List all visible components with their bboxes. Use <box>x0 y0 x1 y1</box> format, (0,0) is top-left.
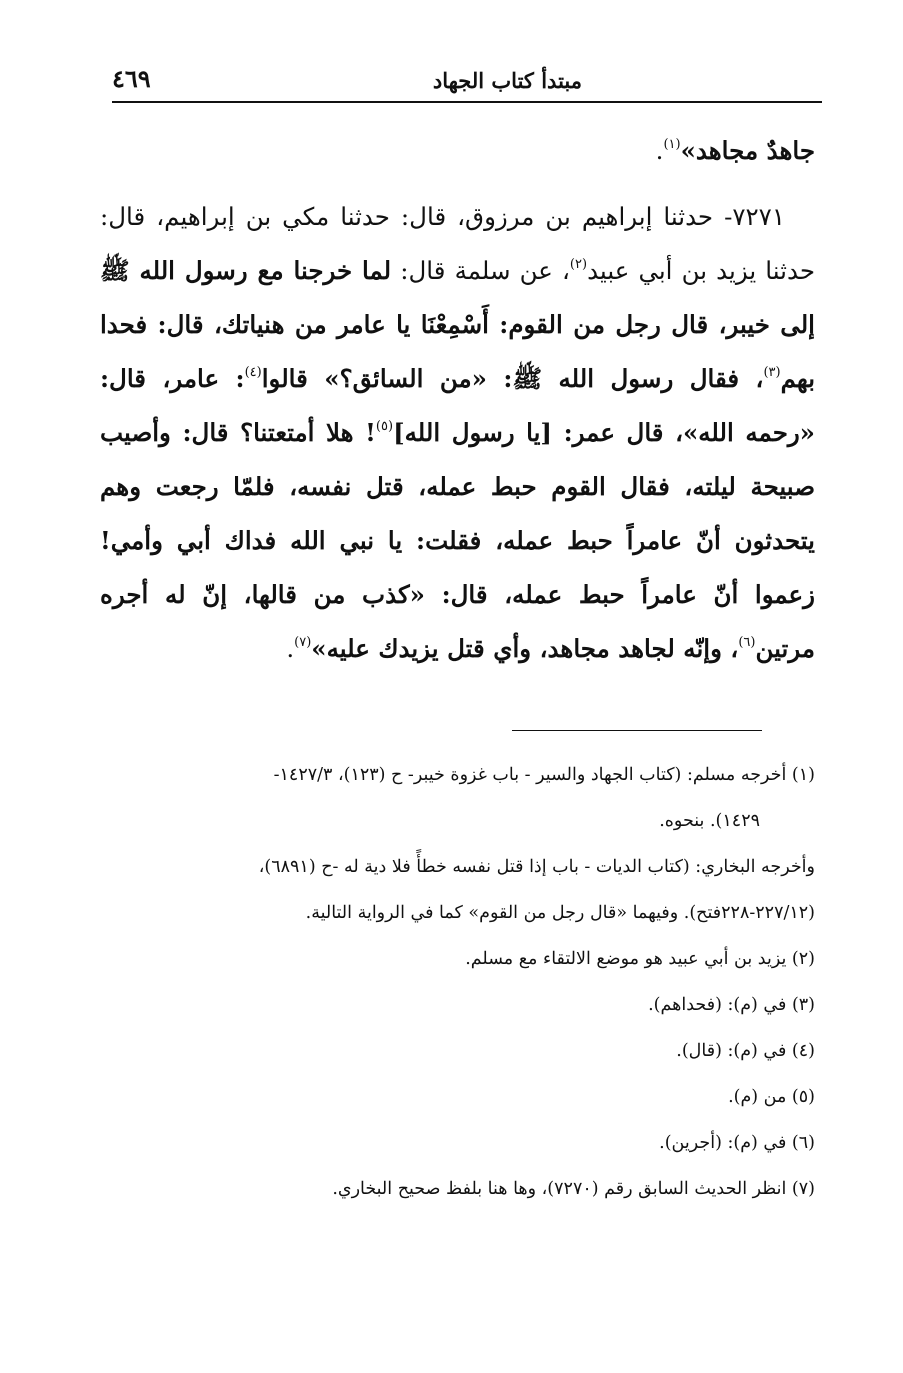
text-run: جاهدٌ مجاهد» <box>680 136 815 165</box>
footnote-ref: (١) <box>663 137 681 152</box>
paragraph-hadith-7271 <box>100 190 815 676</box>
footnote-ref: (٦) <box>738 635 756 650</box>
footnote-1-second-source-continued: (٢٢٧/١٢-٢٢٨فتح). وفيهما «قال رجل من القوم» كما في الرواية التالية. <box>305 903 815 923</box>
footnote-1-continued: ١٤٢٩). بنحوه. <box>659 811 760 831</box>
footnote-4: (٤) في (م): (قال). <box>676 1041 815 1061</box>
matn-text: ، فقال رسول الله ﷺ: «من السائق؟» قالوا <box>261 364 764 393</box>
footnote-ref: (٥) <box>375 419 394 434</box>
isnad-text: ، عن سلمة قال: <box>391 256 570 285</box>
matn-text: : عامر، قال: «رحمه الله»، قال عمر: [يا رسول الله] <box>100 364 815 447</box>
matn-text: لما خرجنا مع رسول الله ﷺ إلى خيبر، قال رجل من القوم: أَسْمِعْنَا يا عامر من هنياتك، قال: فحدا بهم <box>100 256 816 393</box>
page-number: ٤٦٩ <box>112 64 151 93</box>
isnad-text: ٧٢٧١- حدثنا إبراهيم بن مرزوق، قال: حدثنا مكي بن إبراهيم، قال: حدثنا يزيد بن أبي عبيد <box>100 202 815 285</box>
footnote-ref: (٤) <box>244 365 262 380</box>
text-run: . <box>655 136 664 165</box>
header-divider <box>112 101 822 103</box>
footnote-5: (٥) من (م). <box>728 1087 815 1107</box>
footnote-1-second-source: وأخرجه البخاري: (كتاب الديات - باب إذا قتل نفسه خطأً فلا دية له -ح (٦٨٩١)، <box>258 857 815 877</box>
running-header <box>112 60 822 100</box>
footnotes <box>100 752 815 1212</box>
footnote-2: (٢) يزيد بن أبي عبيد هو موضع الالتقاء مع مسلم. <box>465 949 815 969</box>
main-text <box>100 124 815 676</box>
paragraph-1 <box>100 124 815 178</box>
header-title: مبتدأ كتاب الجهاد <box>432 68 582 93</box>
text-run: . <box>286 634 295 663</box>
footnote-6: (٦) في (م): (أجرين). <box>659 1133 815 1153</box>
footnote-ref: (٧) <box>294 635 312 650</box>
footnote-1: (١) أخرجه مسلم: (كتاب الجهاد والسير - باب غزوة خيبر- ح (١٢٣)، ١٤٢٧/٣- <box>273 765 815 785</box>
footnote-ref: (٣) <box>763 365 781 380</box>
footnote-7: (٧) انظر الحديث السابق رقم (٧٢٧٠)، وها هنا بلفظ صحيح البخاري. <box>332 1179 815 1199</box>
footnote-ref: (٢) <box>569 257 588 272</box>
footnote-divider <box>512 730 762 731</box>
footnote-3: (٣) في (م): (فحداهم). <box>648 995 815 1015</box>
matn-text: ! هلا أمتعتنا؟ قال: وأصيب صبيحة ليلته، فقال القوم حبط عمله، قتل نفسه، فلمّا رجعت وهم يتحدثون أنّ عامراً حبط عمله، فقلت: يا نبي الله فداك أبي وأمي! زعموا أنّ عامراً حبط عمله، قال: «كذب من قالها، إنّ له أجره مرتين <box>100 418 815 663</box>
matn-text: ، وإنّه لجاهد مجاهد، وأي قتل يزيدك عليه» <box>311 634 739 663</box>
